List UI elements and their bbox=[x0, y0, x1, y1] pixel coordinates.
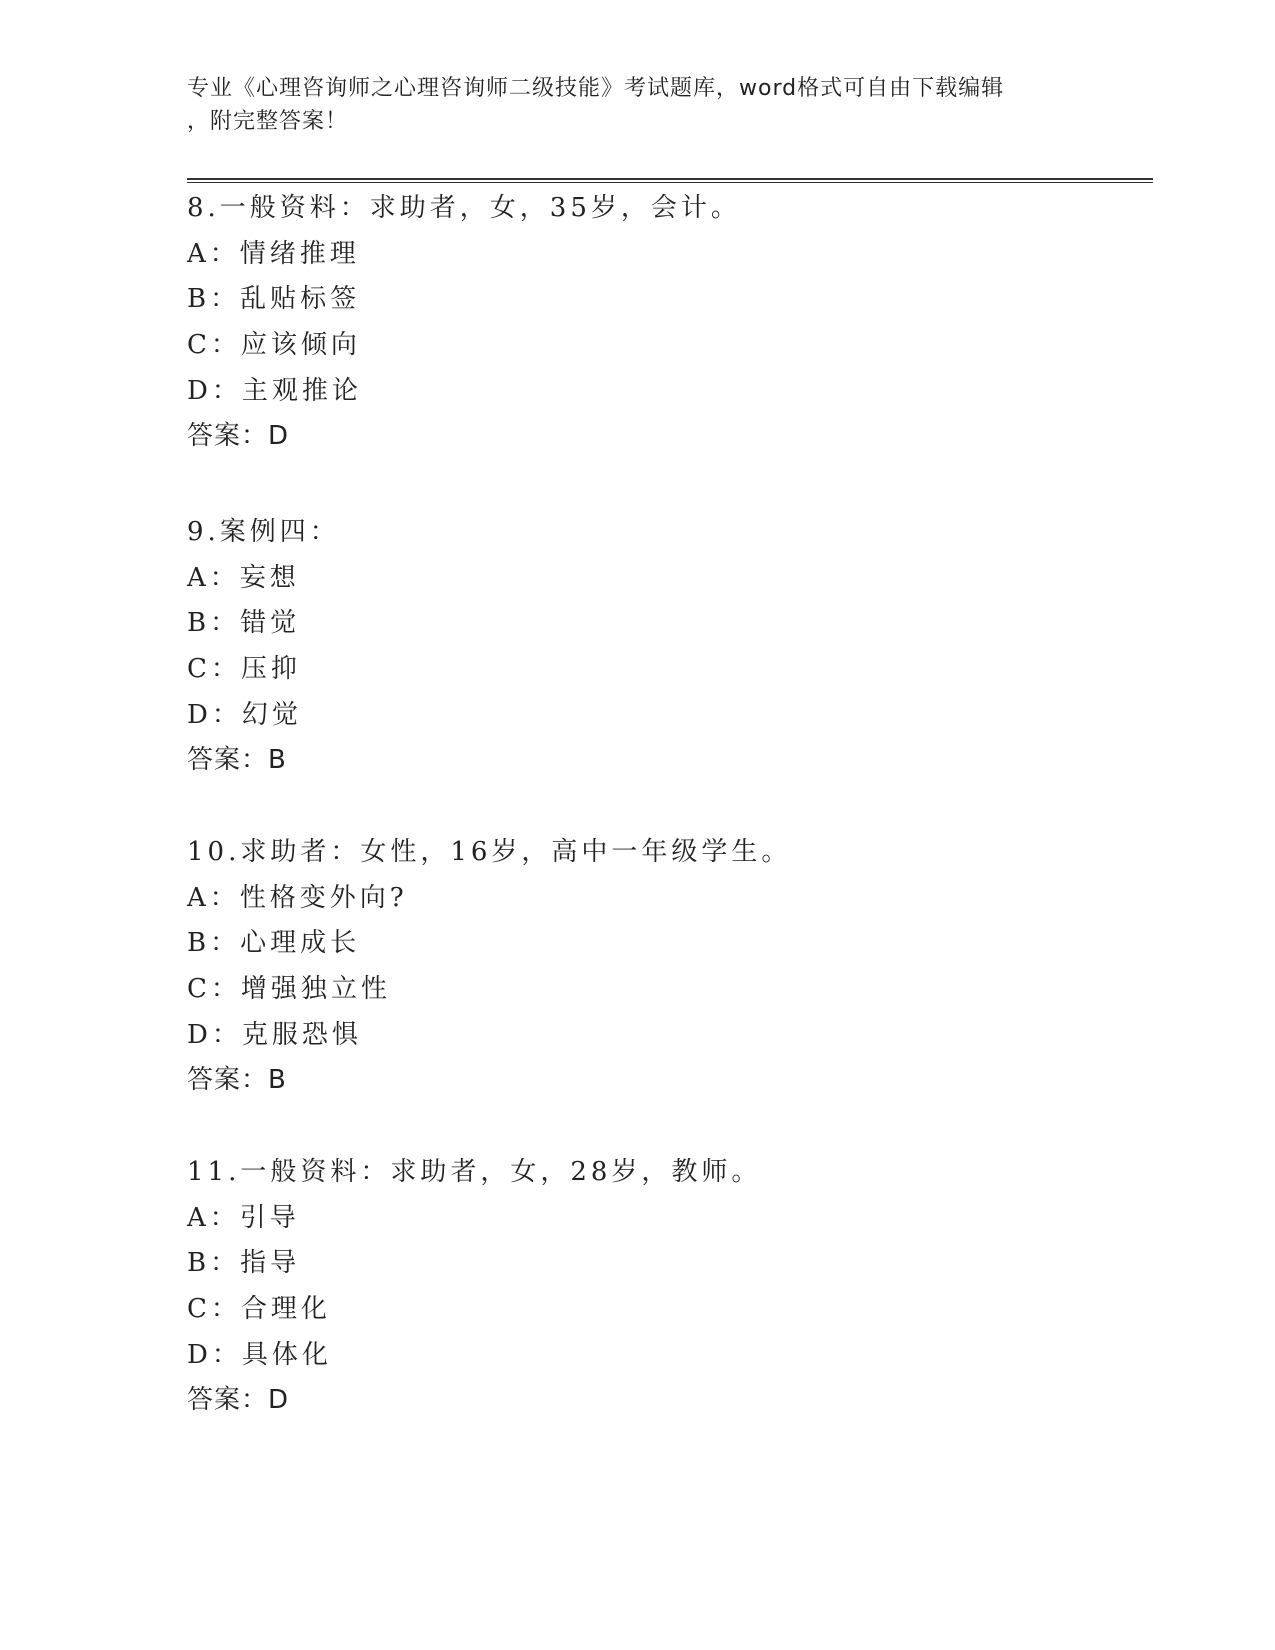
answer-line: 答案：D bbox=[187, 1385, 290, 1416]
option-b: B：错觉 bbox=[187, 608, 301, 639]
header-divider-thick bbox=[187, 178, 1153, 180]
answer-line: 答案：D bbox=[187, 421, 290, 452]
question-9 bbox=[187, 510, 1147, 784]
option-d: D：主观推论 bbox=[187, 375, 362, 406]
option-c: C：应该倾向 bbox=[187, 330, 361, 361]
option-d: D：具体化 bbox=[187, 1339, 332, 1370]
option-c: C：增强独立性 bbox=[187, 974, 391, 1005]
answer-line: 答案：B bbox=[187, 1065, 287, 1096]
option-a: A：性格变外向? bbox=[187, 882, 408, 913]
option-d: D：克服恐惧 bbox=[187, 1019, 362, 1050]
option-c: C：压抑 bbox=[187, 654, 301, 685]
option-d: D：幻觉 bbox=[187, 699, 302, 730]
option-a: A：情绪推理 bbox=[187, 238, 360, 269]
answer-line: 答案：B bbox=[187, 745, 287, 776]
question-8 bbox=[187, 186, 1147, 460]
question-10 bbox=[187, 830, 1147, 1104]
question-stem: 11.一般资料：求助者，女，28岁，教师。 bbox=[187, 1157, 762, 1187]
question-stem: 10.求助者：女性，16岁，高中一年级学生。 bbox=[187, 837, 792, 867]
question-stem: 8.一般资料：求助者，女，35岁，会计。 bbox=[187, 193, 741, 223]
header-divider-thin bbox=[187, 182, 1153, 183]
header-line-1: 专业《心理咨询师之心理咨询师二级技能》考试题库，word格式可自由下载编辑 bbox=[187, 76, 1005, 101]
option-a: A：妄想 bbox=[187, 562, 300, 593]
question-11 bbox=[187, 1150, 1147, 1424]
option-c: C：合理化 bbox=[187, 1294, 331, 1325]
header-line-2: ，附完整答案！ bbox=[187, 109, 349, 134]
question-stem: 9.案例四： bbox=[187, 517, 340, 547]
option-b: B：指导 bbox=[187, 1248, 301, 1279]
option-b: B：乱贴标签 bbox=[187, 284, 361, 315]
option-a: A：引导 bbox=[187, 1202, 300, 1233]
option-b: B：心理成长 bbox=[187, 928, 361, 959]
document-header bbox=[187, 72, 1067, 138]
